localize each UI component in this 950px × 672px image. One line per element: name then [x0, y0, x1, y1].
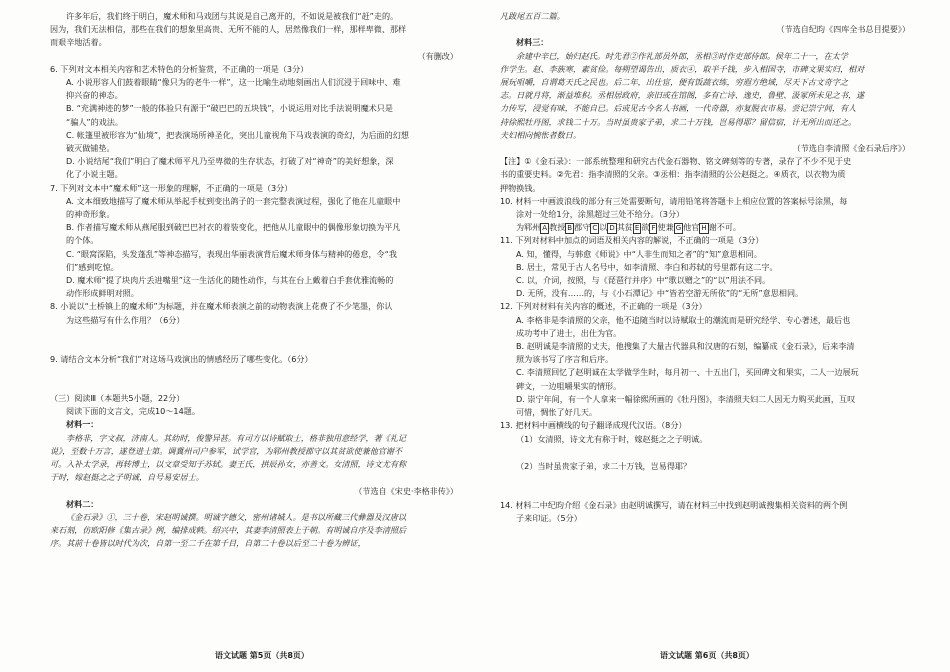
q10-mark-d[interactable]: D	[609, 224, 615, 233]
question-12-stem: 12. 下列对材料有关内容的概述，不正确的一项是（3分）	[500, 301, 707, 312]
q6-option-a-cont: 抑兴奋的神态。	[66, 90, 123, 101]
q10-mark-g[interactable]: G	[675, 224, 682, 233]
q12-option-a: A. 李格非是李清照的父亲，他不追随当时以诗赋取士的潮流而是研究经学、专心著述，最后也	[516, 314, 851, 325]
material-2-line-2: 来石刻，仿欧阳修《集古录》例，编排成帙。绍兴中，其妻李清照表上于朝。有明诚自序及李清照后	[50, 525, 407, 536]
q6-option-c: C. 帐篷里被形容为“仙境”，把表演场所神圣化，突出儿童视角下马戏表演的奇幻，为后面的幻想	[66, 129, 409, 140]
right-page	[500, 10, 910, 646]
material-3-line-4: 志。日就月将，渐益堆积。丞相居政府，亲旧或在馆阁，多有亡诗、逸史，鲁壁、汲冢所未见之书，遂	[500, 90, 865, 101]
q11-option-c: C. 以，介词，按照，与《琵琶行并序》中“歌以赠之”的“以”用法不同。	[516, 275, 771, 286]
question-8-line-2: 为这些描写有什么作用？（6分）	[66, 314, 185, 325]
q12-option-b: B. 赵明诚是李清照的丈夫，他搜集了大量古代器具和汉唐的石刻，编纂成《金石录》，后来李清	[516, 341, 855, 352]
q12-option-b-cont: 照为该书写了序言和后序。	[516, 354, 614, 365]
question-8-line-1: 8. 小说以“土桥镇上的魔术师”为标题，并在魔术师表演之前的动物表演上花费了不少笔墨，你认	[50, 301, 393, 312]
q12-option-d: D. 崇宁年间，有一个人拿来一幅徐熙所画的《牡丹图》，李清照夫妇二人因无力购买此画，互叹	[516, 393, 856, 404]
q10-mark-b[interactable]: B	[567, 224, 573, 233]
q12-option-a-cont: 成功考中了进士，出仕为官。	[516, 327, 622, 338]
q11-option-d: D. 无所，没有……的，与《小石潭记》中“皆若空游无所依”的“无所”意思相同。	[516, 288, 804, 299]
right-page-footer: 语文试题 第6页（共8页）	[660, 650, 754, 660]
question-10-stem-2: 涂对一处给1分，涂黑超过三处不给分。（3分）	[516, 209, 685, 220]
q7-option-c-cont: 们”感到吃惊。	[66, 261, 119, 272]
material-1-line-1: 李格非，字文叔，济南人。其幼时，俊警异甚。有司方以诗赋取士，格非独用意经学，著《礼记	[66, 432, 406, 443]
q12-option-d-cont: 可惜，惆怅了好几天。	[516, 407, 597, 418]
annotation-line-3: 押物换钱。	[500, 182, 541, 193]
question-14-line-1: 14. 材料二中纪昀介绍《金石录》由赵明诚撰写，请在材料三中找到赵明诚搜集相关资料的两个例	[500, 499, 848, 510]
annotation-line-2: 书的重要史料。②先君：指李清照的父亲。③丞相：指李清照的公公赵挺之。④质衣，以衣物为质	[500, 169, 846, 180]
material-3-line-2: 作学生。赵、李族寒，素贫俭。每朔望谒告出，质衣④，取半千钱，步入相国寺，市碑文果实归，相对	[500, 63, 865, 74]
material-2-title: 材料二：	[66, 498, 99, 509]
answer-space-8[interactable]	[50, 327, 458, 353]
q12-option-c-cont: 碑文，一边咀嚼果实的情形。	[516, 380, 622, 391]
material-3-title: 材料三：	[516, 37, 549, 48]
material-2-line-3: 序。其前十卷皆以时代为次，自第一至二千在第千目，自第二十卷以后至二十卷为辨证，	[50, 538, 366, 549]
q6-option-b-cont: “骗人”的戏法。	[66, 116, 123, 127]
material-3-line-1: 余建中辛巳，始归赵氏。时先君②作礼部员外郎，丞相③时作吏部侍郎。侯年二十一，在太学	[516, 50, 848, 61]
question-9: 9. 请结合文本分析“我们”对这场马戏演出的情感经历了哪些变化。（6分）	[50, 353, 313, 364]
material-3-line-6: 持徐熙牡丹图，求钱二十万。当时虽贵家子弟，求二十万钱，岂易得耶？留信宿，计无所出而还之。	[500, 116, 857, 127]
question-10-stem-1: 10. 材料一中画波浪线的部分有三处需要断句，请用铅笔将答题卡上相应位置的答案标号涂黑，每	[500, 195, 848, 206]
story-ending-line-1: 许多年后，我们终于明白，魔术师和马戏团与其说是自己离开的，不如说是被我们“赶”走的。	[66, 11, 399, 21]
q7-option-a: A. 文本细致地描写了魔术师从举起手杖到变出鸽子的一套完整表演过程，强化了他在儿童眼中	[66, 195, 401, 206]
material-3-source: （节选自李清照《金石录后序》）	[792, 143, 910, 154]
material-3-line-5: 力传写，浸觉有味，不能自已。后或见古今名人书画，一代奇器，亦复脱衣市易。尝记崇宁间，有人	[500, 103, 857, 114]
q6-option-d-cont: 化了小说主题。	[66, 169, 123, 180]
q6-option-a: A. 小说形容人们鼓着眼睛“像只为的老牛一样”，这一比喻生动地刻画出人们沉浸于回味中、难	[66, 77, 401, 88]
material-3-line-7: 夫妇相向惋怅者数日。	[500, 129, 581, 140]
material-1-title: 材料一：	[66, 419, 99, 430]
q11-option-a: A. 知，懂得，与韩愈《师说》中“人非生而知之者”的“知”意思相同。	[516, 248, 762, 259]
q7-option-d: D. 魔术师“提了块肉片丢进嘴里”这一生活化的随性动作，与其在台上戴着白手套优雅流畅的	[66, 275, 394, 286]
q7-option-b-cont: 的个体。	[66, 235, 99, 246]
q10-mark-h[interactable]: H	[701, 224, 707, 233]
q10-mark-c[interactable]: C	[592, 224, 598, 233]
material-2-end-line: 凡跋尾五百二篇。	[500, 11, 565, 21]
question-6-stem: 6. 下列对文本相关内容和艺术特色的分析鉴赏，不正确的一项是（3分）	[50, 63, 309, 74]
q10-mark-a[interactable]: A	[542, 224, 548, 233]
answer-space-13-1[interactable]	[500, 446, 910, 460]
q10-segment-sentence: 为郓州 A 教授 B 郡守 C 以 D 其贫 E 欲 F 使兼 G 他官 H 谢不可。	[516, 222, 741, 233]
question-7-stem: 7. 下列对文本中“魔术师”这一形象的理解，不正确的一项是（3分）	[50, 182, 293, 193]
q6-option-d: D. 小说结尾“我们”明白了魔术师平凡乃至卑微的生存状态，打破了对“神奇”的美好想象，深	[66, 156, 394, 167]
q6-option-c-cont: 破灭做铺垫。	[66, 143, 115, 154]
answer-space-9[interactable]	[50, 366, 458, 392]
material-2-source: （节选自纪昀《四库全书总目提要》）	[776, 24, 910, 35]
q13-sentence-2: （2）当时虽贵家子弟，求二十万钱，岂易得耶？	[516, 460, 692, 471]
material-3-line-3: 展玩咀嚼，自谓葛天氏之民也。后二年，出仕宦，便有饭蔬衣练，穷遐方绝域，尽天下古文奇字之	[500, 77, 849, 88]
q7-option-b: B. 作者描写魔术师从燕尾服到破巴巴衬衣的着装变化，把他从儿童眼中的偶像形象切换为平凡	[66, 222, 401, 233]
deletion-note: （有删改）	[417, 50, 458, 61]
left-page	[50, 10, 458, 646]
left-page-footer: 语文试题 第5页（共8页）	[215, 650, 309, 660]
q10-mark-e[interactable]: E	[634, 224, 640, 233]
question-11-stem: 11. 下列对材料中加点的词语及相关内容的解说，不正确的一项是（3分）	[500, 235, 764, 246]
story-ending-line-3: 而艰辛地活着。	[50, 37, 107, 48]
section-3-intro: 阅读下面的文言文，完成10～14题。	[66, 406, 200, 417]
q6-option-b: B. “充满神迹的梦”一般的体验只有源于“破巴巴的五块钱”，小说运用对比手法说明魔术只是	[66, 103, 393, 114]
material-1-line-4: 于时，嫁赵挺之之子明诚，自号易安居士。	[50, 472, 204, 483]
q13-sentence-1: （1）女清照，诗文尤有称于时，嫁赵挺之之子明诚。	[516, 433, 708, 444]
material-1-line-2: 说》，至数十万言，遂登进士第。调冀州司户参军，试学官，为郓州教授郡守以其贫欲使兼他官谢不	[50, 445, 403, 456]
question-14-line-2: 子来印证。（5分）	[516, 513, 582, 524]
material-2-line-1: 《金石录》①，三十卷，宋赵明诚撰。明诚字德父，密州诸城人。是书以所藏三代彝器及汉唐以	[66, 511, 406, 522]
material-1-source: （节选自《宋史·李格非传》）	[354, 485, 458, 496]
question-13-stem: 13. 把材料中画横线的句子翻译成现代汉语。（8分）	[500, 420, 687, 431]
story-ending-line-2: 因为，我们无法相信，那些在我们的想象里高贵、无所不能的人，居然像我们一样，那样卑微、那样	[50, 24, 407, 35]
annotation-line-1: 【注】①《金石录》：一部系统整理和研究古代金石器物、铭文碑刻等的专著，录存了不少不见于史	[500, 156, 852, 167]
q7-option-a-cont: 的神奇形象。	[66, 209, 115, 220]
q7-option-d-cont: 动作形成鲜明对照。	[66, 288, 139, 299]
section-3-title: （三）阅读Ⅲ（本题共5小题，22分）	[50, 393, 185, 404]
q10-mark-f[interactable]: F	[651, 224, 656, 233]
q11-option-b: B. 居士，常见于古人名号中，如李清照、李白和苏轼的号里都有这二字。	[516, 261, 778, 272]
answer-space-13-2[interactable]	[500, 473, 910, 499]
material-1-line-3: 可。入补太学录，再转博士，以文章受知于苏轼。妻王氏，拱辰孙女，亦善文。女清照，诗文尤有称	[50, 459, 407, 470]
q7-option-c: C. “眼窝深陷，头发蓬乱”等神态描写，表现出华丽表演背后魔术师身体与精神的倦怠，令“我	[66, 248, 397, 259]
q12-option-c: C. 李清照回忆了赵明诚在太学做学生时，每月初一、十五出门，买回碑文和果实，二人一边展玩	[516, 367, 859, 378]
